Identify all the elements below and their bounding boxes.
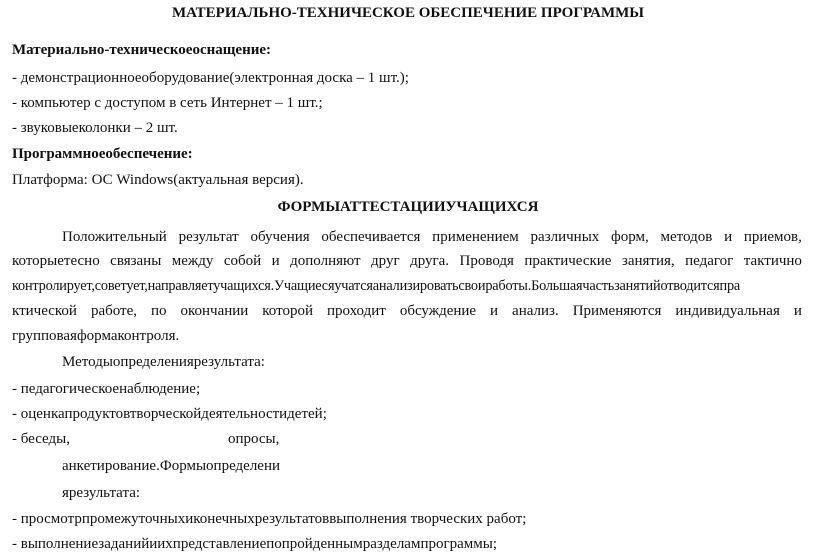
paragraph-line-4 [12,302,802,320]
methods-item-left: - беседы, [12,431,70,447]
software-text: Платформа: ОС Windows(актуальная версия). [12,172,304,188]
equipment-item: - демонстрационноеоборудование(электронная доска – 1 шт.); [12,70,409,86]
methods-continued: ярезультата: [62,485,141,501]
paragraph-word: обсуждение [399,303,477,319]
methods-item: - оценкапродуктовтворческойдеятельностидетей; [12,406,327,422]
section-title: ФОРМЫАТТЕСТАЦИИУЧАЩИХСЯ [277,199,539,215]
paragraph-line-2 [12,252,802,270]
paragraph-word: и [490,303,499,319]
paragraph-line-1 [62,228,802,246]
paragraph-word: которыетесно [12,253,100,269]
paragraph-word: обучения [250,229,310,245]
paragraph-word: которой [262,303,313,319]
equipment-item: - звуковыеколонки – 2 шт. [12,120,178,136]
paragraph-word: индивидуальная [675,303,780,319]
final-item: - выполнениезаданийиихпредставлениепопройденнымразделампрограммы; [12,536,498,552]
final-item: - просмотрпромежуточныхиконечныхрезультатоввыполнения творческих работ; [12,511,527,527]
paragraph-line-3 [12,277,802,295]
methods-continued: анкетирование.Формыопределени [62,458,281,474]
methods-heading: Методыопределениярезультата: [62,354,265,370]
paragraph-word: друг [371,253,400,269]
methods-item-right: опросы, [228,431,280,447]
paragraph-word: обеспечивается [321,229,421,245]
paragraph-word: Положительный [62,229,167,245]
paragraph-word: тактично [743,253,802,269]
paragraph-word: связаны [110,253,162,269]
paragraph-word: ктической [12,303,77,319]
methods-item: - педагогическоенаблюдение; [12,381,201,397]
paragraph-word: применением [432,229,519,245]
equipment-heading: Материально-техническоеоснащение: [12,42,272,58]
paragraph-word: Применяются [572,303,662,319]
paragraph-word: занятия, [621,253,675,269]
paragraph-word: методов [660,229,713,245]
paragraph-word: контролирует,советует,направляетучащихся.Учащиесяучатсяанализироватьсвоиработы.Большаячастьзанятийотводитсяпра [12,278,741,294]
paragraph-word: между [171,253,214,269]
paragraph-word: друга. [410,253,450,269]
paragraph-word: приемов, [743,229,802,245]
paragraph-word: результат [178,229,239,245]
paragraph-word: Проводя [459,253,514,269]
paragraph-word: проходит [326,303,386,319]
paragraph-word: собой [223,253,262,269]
paragraph-word: и [271,253,280,269]
paragraph-word: анализ. [512,303,559,319]
software-heading: Программноеобеспечение: [12,146,193,162]
paragraph-word: окончании [180,303,249,319]
paragraph-word: работе, [90,303,137,319]
document-title: МАТЕРИАЛЬНО-ТЕХНИЧЕСКОЕ ОБЕСПЕЧЕНИЕ ПРОГРАММЫ [172,5,644,21]
paragraph-word: по [150,303,167,319]
paragraph-word: различных [530,229,600,245]
paragraph-word: педагог [685,253,734,269]
equipment-item: - компьютер с доступом в сеть Интернет – 1 шт.; [12,95,323,111]
paragraph-word: дополняют [290,253,361,269]
paragraph-word: и [724,229,733,245]
paragraph-word: и [793,303,802,319]
paragraph-word: форм, [611,229,649,245]
paragraph-word: практические [524,253,612,269]
paragraph-last-line: групповаяформаконтроля. [12,328,180,344]
